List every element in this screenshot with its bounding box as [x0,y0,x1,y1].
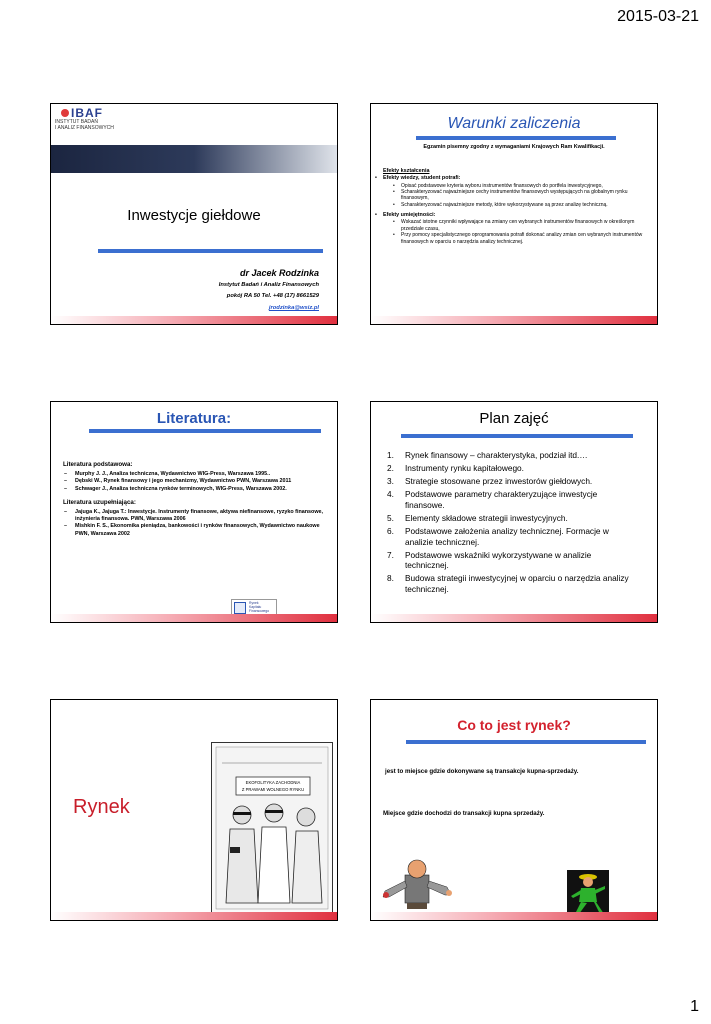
buyer-illustration [567,870,609,916]
header-band [51,145,337,173]
title-underline [98,249,323,253]
market-definition-2: Miejsce gdzie dochodzi do transakcji kupna sprzedaży. [383,810,545,817]
slide-title-text: Rynek [73,796,130,818]
institute-name: Instytut Badań i Analiz Finansowych [218,282,319,288]
list-item: 4. Podstawowe parametry charakteryzujące inwestycje finansowe. [387,488,598,510]
knowledge-heading: • Efekty wiedzy, student potrafi: [375,175,653,182]
badge-line-1: Rynek [249,601,259,605]
seller-illustration [381,855,453,913]
page-date: 2015-03-21 [617,8,699,25]
list-item: – Mishkin F. S., Ekonomika pieniądza, bankowości i rynków finansowych, Wydawnictwo naukowe PWN, Warszawa 2002 [63,523,331,537]
logo-mark: IBAF [71,106,103,120]
market-logo-icon [234,602,246,614]
ibaf-logo [53,106,133,136]
slide-footer-bar [51,316,337,324]
title-underline [89,429,321,433]
plan-list [385,450,637,597]
list-item: • Wskazać istotne czynniki wpływające na zmiany cen wybranych instrumentów finansowych w określonym przedziale czasu, [375,219,653,232]
list-item: 8. Budowa strategii inwestycyjnej w oparciu o narzędzia analizy technicznej. [387,573,629,595]
slide-title-text: Plan zajęć [479,410,549,427]
extra-literature-heading: Literatura uzupełniająca: [63,498,136,506]
slide-title-text: Inwestycje giełdowe [127,207,261,224]
room-phone: pokój RA 50 Tel. +48 (17) 8661529 [226,293,319,299]
cartoon-sign-line-2: Z PRAWAMI WOLNEGO RYNKU [241,787,305,792]
slide-plan [370,401,658,623]
list-item: – Jajuga K., Jajuga T.: Inwestycje. Instrumenty finansowe, aktywa niefinansowe, ryzyko finansowe, inżynieria finansowa. PWN, Warszawa 2006 [63,509,331,523]
badge-line-3: Finansowego [249,609,270,614]
title-underline [406,740,646,744]
slide-title-text: Warunki zaliczenia [447,115,581,132]
slide-title-text: Co to jest rynek? [457,717,571,733]
slide-footer-bar [371,614,657,622]
list-item: – Schwager J., Analiza techniczna rynków terminowych, WIG-Press, Warszawa 2002. [63,486,331,493]
slide-title-text: Literatura: [156,410,232,427]
basic-literature-heading: Literatura podstawowa: [63,461,133,468]
list-item: • Scharakteryzować najważniejsze metody, które wykorzystywane są przez analizę techniczną. [375,202,653,208]
market-definition-1: jest to miejsce gdzie dokonywane są transakcje kupna-sprzedaży. [385,768,579,775]
slide-market [50,699,338,921]
badge-line-2: Kapitału [249,605,262,610]
list-item: 1. Rynek finansowy – charakterystyka, podział itd.… [387,450,588,460]
slide-what-is-market [370,699,658,921]
logo-line-2: I ANALIZ FINANSOWYCH [55,125,114,131]
list-item: 6. Podstawowe założenia analizy technicznej. Formacje w analizie technicznej. [387,525,609,547]
list-item: 2. Instrumenty rynku kapitałowego. [387,462,524,473]
requirements-body [375,144,653,245]
list-item: • Przy pomocy specjalistycznego oprogramowania potrafi dokonać analizy zmian cen wybranych instrumentów finansowych w oparciu o narzędzia analizy technicznej. [375,232,653,245]
cartoon-sign-line-1: EKOFOLITYKA ZACHODNIA [245,780,301,785]
cartoon-image [211,742,333,914]
title-underline [401,434,633,438]
skills-heading: • Efekty umiejętności: [375,212,653,219]
list-item: • Scharakteryzować najważniejsze cechy instrumentów finansowych występujących na globalnym rynku finansowym, [375,189,653,202]
slide-requirements [370,103,658,325]
badge-text [249,601,269,614]
list-item: – Dębski W., Rynek finansowy i jego mechanizmy, Wydawnictwo PWN, Warszawa 2011 [63,478,331,485]
logo-line-1: INSTYTUT BADAŃ [55,119,98,125]
logo-text [55,119,114,131]
list-item: • Opisać podstawowe kryteria wyboru instrumentów finansowych do portfela inwestycyjnego, [375,183,653,189]
slide-footer-bar [371,912,657,920]
email-link[interactable]: jrodzinka@wsiz.pl [268,305,319,311]
slide-title [50,103,338,325]
author-name: dr Jacek Rodzinka [239,268,319,278]
page-number: 1 [690,998,699,1015]
list-item: 3. Strategie stosowane przez inwestorów giełdowych. [387,475,593,486]
list-item: 7. Podstawowe wskaźniki wykorzystywane w analizie technicznej. [387,549,592,571]
literature-body [63,461,331,538]
exam-intro: Egzamin pisemny zgodny z wymaganiami Krajowych Ram Kwalifikacji. [423,144,605,150]
slide-footer-bar [51,614,337,622]
effects-heading: Efekty kształcenia [383,168,430,175]
title-underline [416,136,616,140]
slide-literature [50,401,338,623]
list-item: 5. Elementy składowe strategii inwestycyjnych. [387,512,568,523]
list-item: – Murphy J. J., Analiza techniczna, Wydawnictwo WIG-Press, Warszawa 1995.. [63,471,331,478]
slide-footer-bar [51,912,337,920]
slide-footer-bar [371,316,657,324]
